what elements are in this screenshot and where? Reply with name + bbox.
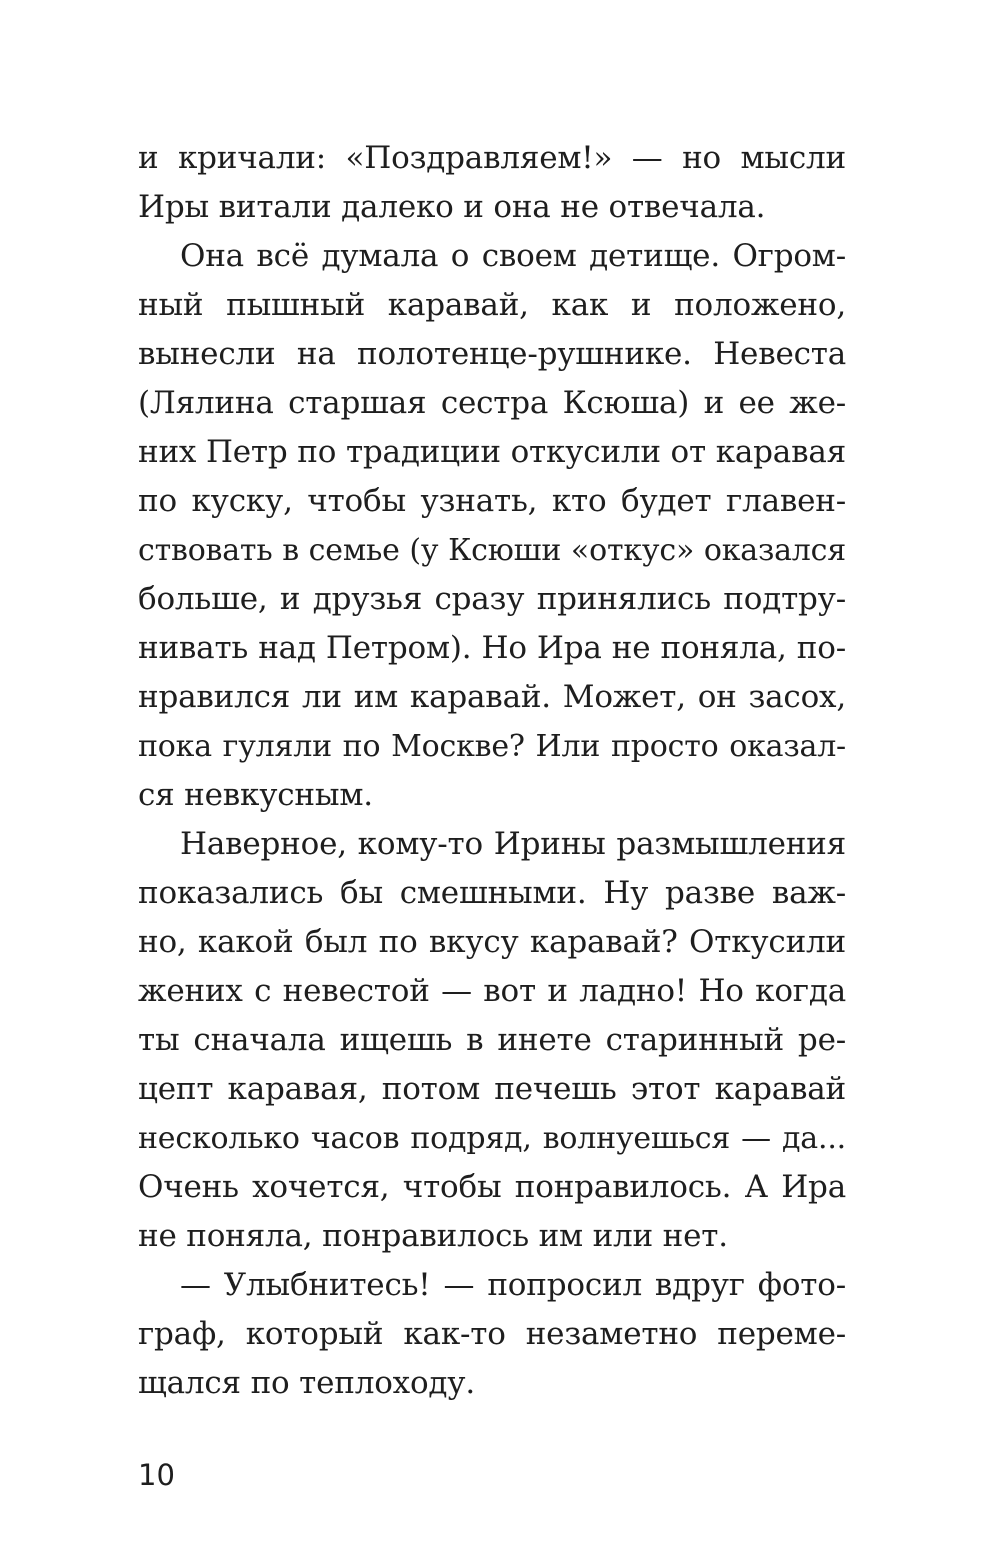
text-line: нравился ли им каравай. Может, он засох, — [138, 679, 846, 715]
text-line: граф, который как-то незаметно переме- — [138, 1316, 846, 1352]
text-line: но, какой был по вкусу каравай? Откусили — [138, 924, 846, 960]
text-line: ты сначала ищешь в инете старинный ре- — [138, 1022, 846, 1058]
text-line: Очень хочется, чтобы понравилось. А Ира — [138, 1169, 846, 1205]
text-line: них Петр по традиции откусили от каравая — [138, 434, 846, 470]
page-number: 10 — [138, 1458, 175, 1492]
text-line: щался по теплоходу. — [138, 1365, 475, 1401]
text-line: не поняла, понравилось им или нет. — [138, 1218, 728, 1254]
text-line: нивать над Петром). Но Ира не поняла, по- — [138, 630, 846, 666]
text-line: ный пышный каравай, как и положено, — [138, 287, 846, 323]
text-line: — Улыбнитесь! — попросил вдруг фото- — [180, 1267, 846, 1303]
text-line: Она всё думала о своем детище. Огром- — [180, 238, 846, 274]
text-line: вынесли на полотенце-рушнике. Невеста — [138, 336, 846, 372]
text-line: Иры витали далеко и она не отвечала. — [138, 189, 766, 225]
text-line: пока гуляли по Москве? Или просто оказал- — [138, 729, 846, 764]
text-line: показались бы смешными. Ну разве важ- — [138, 875, 846, 911]
text-line: ся невкусным. — [138, 777, 373, 813]
text-line: жених с невестой — вот и ладно! Но когда — [138, 973, 846, 1009]
text-line: и кричали: «Поздравляем!» — но мысли — [138, 140, 846, 176]
text-line: ствовать в семье (у Ксюши «откус» оказался — [138, 533, 846, 568]
body-text — [138, 134, 846, 1408]
text-line: несколько часов подряд, волнуешься — да... — [138, 1121, 846, 1156]
text-line: Наверное, кому-то Ирины размышления — [180, 826, 846, 862]
text-line: больше, и друзья сразу принялись подтру- — [138, 581, 846, 617]
text-line: цепт каравая, потом печешь этот каравай — [138, 1071, 846, 1107]
text-line: (Лялина старшая сестра Ксюша) и ее же- — [138, 385, 846, 421]
text-line: по куску, чтобы узнать, кто будет главен- — [138, 483, 846, 519]
